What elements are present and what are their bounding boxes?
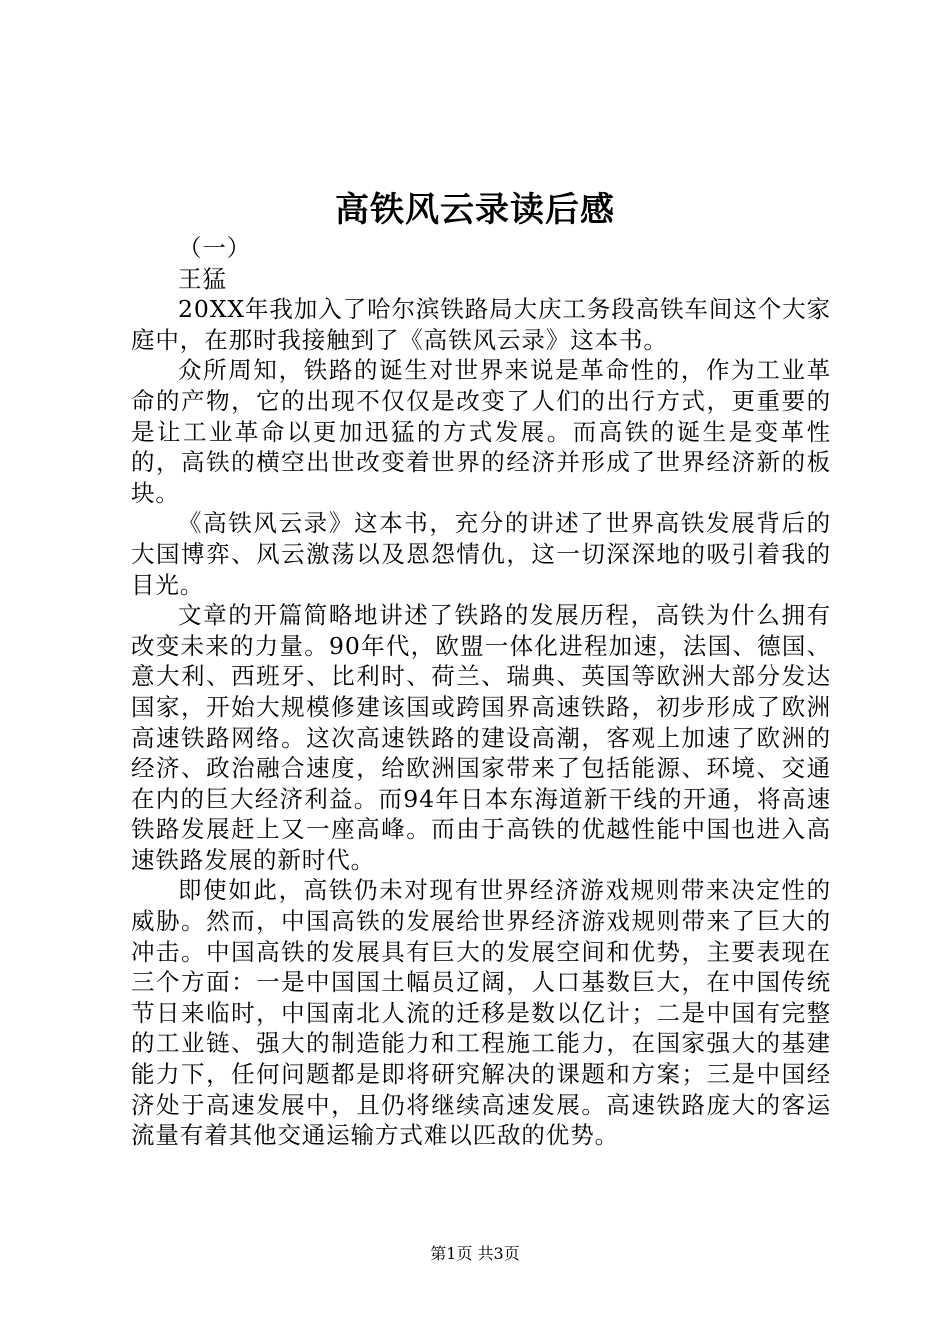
section-heading: （一）: [178, 234, 252, 262]
document-body: [131, 233, 831, 1151]
document-title: 高铁风云录读后感: [335, 190, 615, 230]
paragraph: 文章的开篇简略地讲述了铁路的发展历程，高铁为什么拥有改变未来的力量。90年代，欧盟一体化进程加速，法国、德国、意大利、西班牙、比利时、荷兰、瑞典、英国等欧洲大部分发达国家，开始大规模修建该国或跨国界高速铁路，初步形成了欧洲高速铁路网络。这次高速铁路的建设高潮，客观上加速了欧洲的经济、政治融合速度，给欧洲国家带来了包括能源、环境、交通在内的巨大经济利益。而94年日本东海道新干线的开通，将高速铁路发展赶上又一座高峰。而由于高铁的优越性能中国也进入高速铁路发展的新时代。: [131, 601, 831, 874]
paragraph: 《高铁风云录》这本书，充分的讲述了世界高铁发展背后的大国博弈、风云激荡以及恩怨情仇，这一切深深地的吸引着我的目光。: [131, 509, 831, 599]
paragraph: 20XX年我加入了哈尔滨铁路局大庆工务段高铁车间这个大家庭中，在那时我接触到了《高铁风云录》这本书。: [131, 295, 831, 354]
paragraph: 众所周知，铁路的诞生对世界来说是革命性的，作为工业革命的产物，它的出现不仅仅是改变了人们的出行方式，更重要的是让工业革命以更加迅猛的方式发展。而高铁的诞生是变革性的，高铁的横空出世改变着世界的经济并形成了世界经济新的板块。: [131, 356, 831, 507]
page-footer: 第1页 共3页: [430, 1244, 520, 1263]
author-name: 王猛: [178, 264, 227, 293]
paragraph: 即使如此，高铁仍未对现有世界经济游戏规则带来决定性的威胁。然而，中国高铁的发展给世界经济游戏规则带来了巨大的冲击。中国高铁的发展具有巨大的发展空间和优势，主要表现在三个方面：一是中国国土幅员辽阔，人口基数巨大，在中国传统节日来临时，中国南北人流的迁移是数以亿计；二是中国有完整的工业链、强大的制造能力和工程施工能力，在国家强大的基建能力下，任何问题都是即将研究解决的课题和方案；三是中国经济处于高速发展中，且仍将继续高速发展。高速铁路庞大的客运流量有着其他交通运输方式难以匹敌的优势。: [131, 876, 831, 1150]
